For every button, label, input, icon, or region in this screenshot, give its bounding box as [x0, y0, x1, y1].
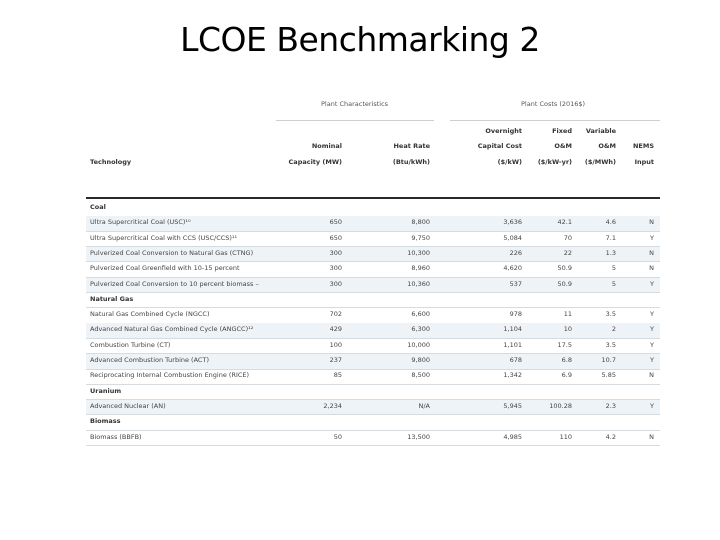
cell-heat-rate: N/A	[418, 401, 430, 410]
cell-nems: Y	[650, 310, 654, 319]
cell-nems: N	[649, 248, 654, 257]
table-row	[86, 232, 660, 248]
cell-heat-rate: 6,300	[411, 325, 430, 334]
cell-fixed: 22	[563, 248, 572, 257]
cell-capacity: 300	[329, 264, 342, 273]
cell-fixed: 50.9	[557, 279, 572, 288]
group-underline-costs	[450, 120, 660, 121]
cell-technology: Ultra Supercritical Coal (USC)¹⁰	[90, 218, 191, 227]
cell-variable: 1.3	[605, 248, 616, 257]
cell-nems: Y	[650, 356, 654, 364]
header-nems-line2: Input	[634, 158, 654, 166]
header-variable-line1: Variable	[585, 127, 616, 135]
cell-variable: 2.3	[605, 401, 616, 410]
table-row	[86, 247, 660, 263]
section-label: Natural Gas	[90, 294, 134, 303]
section-row	[86, 293, 660, 309]
cell-fixed: 100.28	[549, 401, 572, 410]
cell-variable: 3.5	[605, 340, 616, 349]
table-row	[86, 431, 660, 447]
header-fixed-line3: ($/kW-yr)	[537, 158, 572, 166]
group-underline-characteristics	[276, 120, 434, 121]
cell-technology: Pulverized Coal Greenfield with 10-15 percent	[90, 264, 240, 273]
header-fixed-line1: Fixed	[552, 127, 572, 135]
header-heat-rate-line2: (Btu/kWh)	[392, 158, 430, 166]
header-overnight-line3: ($/kW)	[497, 158, 522, 166]
cell-capacity: 300	[329, 279, 342, 288]
cell-overnight: 537	[509, 279, 522, 288]
section-row	[86, 415, 660, 431]
cell-technology: Combustion Turbine (CT)	[90, 340, 171, 349]
cell-technology: Advanced Nuclear (AN)	[90, 401, 166, 410]
cell-capacity: 650	[329, 218, 342, 227]
header-fixed-line2: O&M	[554, 142, 572, 150]
table-row	[86, 216, 660, 232]
table-row	[86, 339, 660, 355]
group-header-plant-costs: Plant Costs (2016$)	[521, 100, 586, 108]
cell-overnight: 5,084	[503, 233, 522, 242]
cell-technology: Ultra Supercritical Coal with CCS (USC/CCS)¹¹	[90, 233, 238, 242]
cell-capacity: 2,234	[323, 401, 342, 410]
header-capacity-line2: Capacity (MW)	[288, 158, 342, 166]
cell-capacity: 429	[329, 325, 342, 334]
cell-overnight: 4,620	[503, 264, 522, 273]
section-label: Biomass	[90, 417, 121, 426]
header-heat-rate-line1: Heat Rate	[393, 142, 430, 150]
cell-variable: 10.7	[601, 356, 616, 364]
cell-nems: N	[649, 371, 654, 380]
cell-fixed: 50.9	[557, 264, 572, 273]
table-row	[86, 400, 660, 416]
cell-fixed: 6.9	[561, 371, 572, 380]
cell-variable: 4.2	[605, 432, 616, 441]
cell-nems: N	[649, 432, 654, 441]
cell-variable: 5.85	[601, 371, 616, 380]
section-row	[86, 385, 660, 401]
lcoe-table	[86, 94, 660, 466]
cell-capacity: 85	[333, 371, 342, 380]
cell-variable: 4.6	[605, 218, 616, 227]
cell-overnight: 1,101	[503, 340, 522, 349]
cell-technology: Reciprocating Internal Combustion Engine (RICE)	[90, 371, 250, 380]
cell-technology: Pulverized Coal Conversion to 10 percent biomass –	[90, 279, 259, 288]
cell-variable: 3.5	[605, 310, 616, 319]
cell-heat-rate: 8,500	[411, 371, 430, 380]
cell-heat-rate: 10,000	[407, 340, 430, 349]
cell-capacity: 300	[329, 248, 342, 257]
cell-overnight: 678	[509, 356, 522, 364]
cell-fixed: 6.8	[561, 356, 572, 364]
cell-variable: 5	[611, 279, 616, 288]
header-overnight-line1: Overnight	[485, 127, 522, 135]
header-nems-line1: NEMS	[632, 142, 654, 150]
header-technology: Technology	[90, 158, 132, 166]
section-label: Coal	[90, 203, 106, 211]
cell-fixed: 17.5	[557, 340, 572, 349]
cell-technology: Advanced Combustion Turbine (ACT)	[90, 356, 209, 364]
cell-nems: Y	[650, 325, 654, 334]
table-row	[86, 369, 660, 385]
cell-variable: 2	[611, 325, 616, 334]
table-row	[86, 262, 660, 278]
cell-capacity: 50	[333, 432, 342, 441]
cell-overnight: 226	[509, 248, 522, 257]
table-row	[86, 323, 660, 339]
cell-technology: Pulverized Coal Conversion to Natural Gas (CTNG)	[90, 248, 254, 257]
cell-overnight: 3,636	[503, 218, 522, 227]
header-divider	[86, 197, 660, 199]
cell-overnight: 978	[509, 310, 522, 319]
cell-variable: 5	[611, 264, 616, 273]
cell-fixed: 110	[559, 432, 572, 441]
header-capacity-line1: Nominal	[311, 142, 342, 150]
cell-heat-rate: 13,500	[407, 432, 430, 441]
header-overnight-line2: Capital Cost	[477, 142, 522, 150]
cell-heat-rate: 9,800	[411, 356, 430, 364]
table-row	[86, 278, 660, 294]
cell-fixed: 10	[563, 325, 572, 334]
cell-overnight: 4,985	[503, 432, 522, 441]
cell-capacity: 100	[329, 340, 342, 349]
cell-heat-rate: 10,300	[407, 248, 430, 257]
cell-heat-rate: 8,960	[411, 264, 430, 273]
cell-heat-rate: 10,360	[407, 279, 430, 288]
slide-title: LCOE Benchmarking 2	[180, 20, 540, 59]
cell-overnight: 1,342	[503, 371, 522, 380]
cell-technology: Natural Gas Combined Cycle (NGCC)	[90, 310, 210, 319]
cell-nems: Y	[650, 279, 654, 288]
cell-fixed: 11	[563, 310, 572, 319]
table-row	[86, 308, 660, 324]
cell-nems: N	[649, 264, 654, 273]
cell-fixed: 70	[563, 233, 572, 242]
cell-technology: Biomass (BBFB)	[90, 432, 142, 441]
cell-capacity: 237	[329, 356, 342, 364]
section-row	[86, 201, 660, 217]
group-header-plant-characteristics: Plant Characteristics	[321, 100, 389, 108]
section-label: Uranium	[90, 386, 122, 395]
header-variable-line2: O&M	[598, 142, 616, 150]
cell-heat-rate: 8,800	[411, 218, 430, 227]
cell-overnight: 5,945	[503, 401, 522, 410]
table-row	[86, 354, 660, 370]
cell-heat-rate: 9,750	[411, 233, 430, 242]
cell-heat-rate: 6,600	[411, 310, 430, 319]
cell-nems: N	[649, 218, 654, 227]
header-variable-line3: ($/MWh)	[584, 158, 616, 166]
cell-technology: Advanced Natural Gas Combined Cycle (ANGCC)¹²	[90, 325, 254, 334]
cell-capacity: 702	[329, 310, 342, 319]
cell-fixed: 42.1	[557, 218, 572, 227]
cell-nems: Y	[650, 401, 654, 410]
cell-overnight: 1,104	[503, 325, 522, 334]
cell-nems: Y	[650, 340, 654, 349]
cell-capacity: 650	[329, 233, 342, 242]
cell-nems: Y	[650, 233, 654, 242]
cell-variable: 7.1	[605, 233, 616, 242]
